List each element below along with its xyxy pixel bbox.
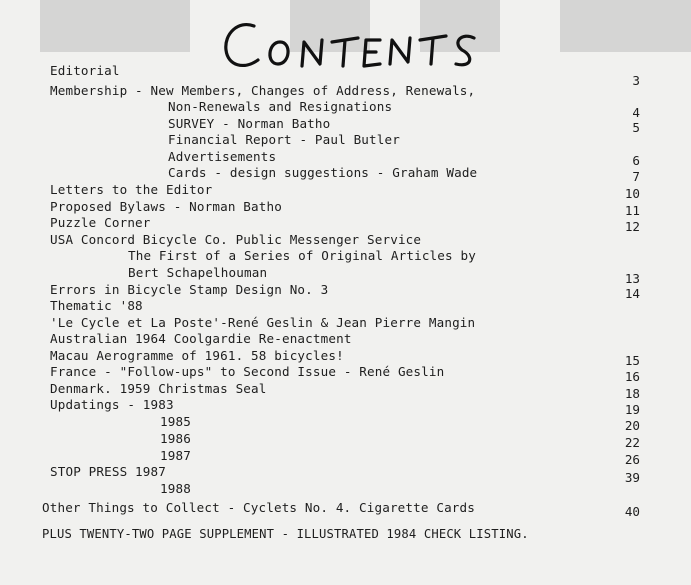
entry-proposed-bylaws: Proposed Bylaws - Norman Batho [50,199,282,214]
entry-cards: Cards - design suggestions - Graham Wade [168,165,478,180]
entry-survey: SURVEY - Norman Batho [168,116,331,131]
page-number: 20 [624,418,640,433]
handwritten-contents-logo [218,12,488,76]
stamp-shadow [560,0,691,52]
entry-letters: Letters to the Editor [50,182,213,197]
page-number: 18 [624,386,640,401]
entry-supplement: PLUS TWENTY-TWO PAGE SUPPLEMENT - ILLUSTRATED 1984 CHECK LISTING. [42,527,529,541]
entry-france: France - "Follow-ups" to Second Issue - René Geslin [50,364,445,379]
page-number: 22 [624,435,640,450]
page-number: 39 [624,470,640,485]
entry-australian: Australian 1964 Coolgardie Re-enactment [50,331,352,346]
entry-macau: Macau Aerogramme of 1961. 58 bicycles! [50,348,344,363]
entry-other-things: Other Things to Collect - Cyclets No. 4. Cigarette Cards [42,500,475,515]
entry-usa-concord: USA Concord Bicycle Co. Public Messenger Service [50,232,422,247]
entry-membership-cont: Non-Renewals and Resignations [168,99,393,114]
page-number: 13 [624,271,640,286]
entry-errors: Errors in Bicycle Stamp Design No. 3 [50,282,329,297]
entry-year: 1986 [160,431,191,446]
page-number: 14 [624,286,640,301]
entry-stop-press: STOP PRESS 1987 [50,464,166,479]
entry-membership: Membership - New Members, Changes of Address, Renewals, [50,83,476,98]
entry-advertisements: Advertisements [168,149,277,164]
entry-year: 1985 [160,414,191,429]
page-number: 6 [632,153,640,168]
page-number: 12 [624,219,640,234]
entry-puzzle-corner: Puzzle Corner [50,215,151,230]
page-number: 3 [632,73,640,88]
entry-financial-report: Financial Report - Paul Butler [168,132,400,147]
entry-editorial: Editorial [50,63,120,78]
entry-le-cycle: 'Le Cycle et La Poste'-René Geslin & Jean Pierre Mangin [50,315,476,330]
page-number: 40 [624,504,640,519]
entry-updatings: Updatings - 1983 [50,397,174,412]
entry-year: 1988 [160,481,191,496]
entry-usa-concord-cont: The First of a Series of Original Articles by [128,248,476,263]
page-number: 26 [624,452,640,467]
contents-heading [218,12,488,76]
page-number: 4 [632,105,640,120]
entry-thematic: Thematic '88 [50,298,143,313]
page-number: 7 [632,169,640,184]
page-number: 16 [624,369,640,384]
stamp-shadow [40,0,190,52]
page-number: 19 [624,402,640,417]
entry-usa-concord-author: Bert Schapelhouman [128,265,268,280]
page-number: 11 [624,203,640,218]
page-number: 5 [632,120,640,135]
page-number: 10 [624,186,640,201]
entry-year: 1987 [160,448,191,463]
page-number: 15 [624,353,640,368]
entry-denmark: Denmark. 1959 Christmas Seal [50,381,267,396]
